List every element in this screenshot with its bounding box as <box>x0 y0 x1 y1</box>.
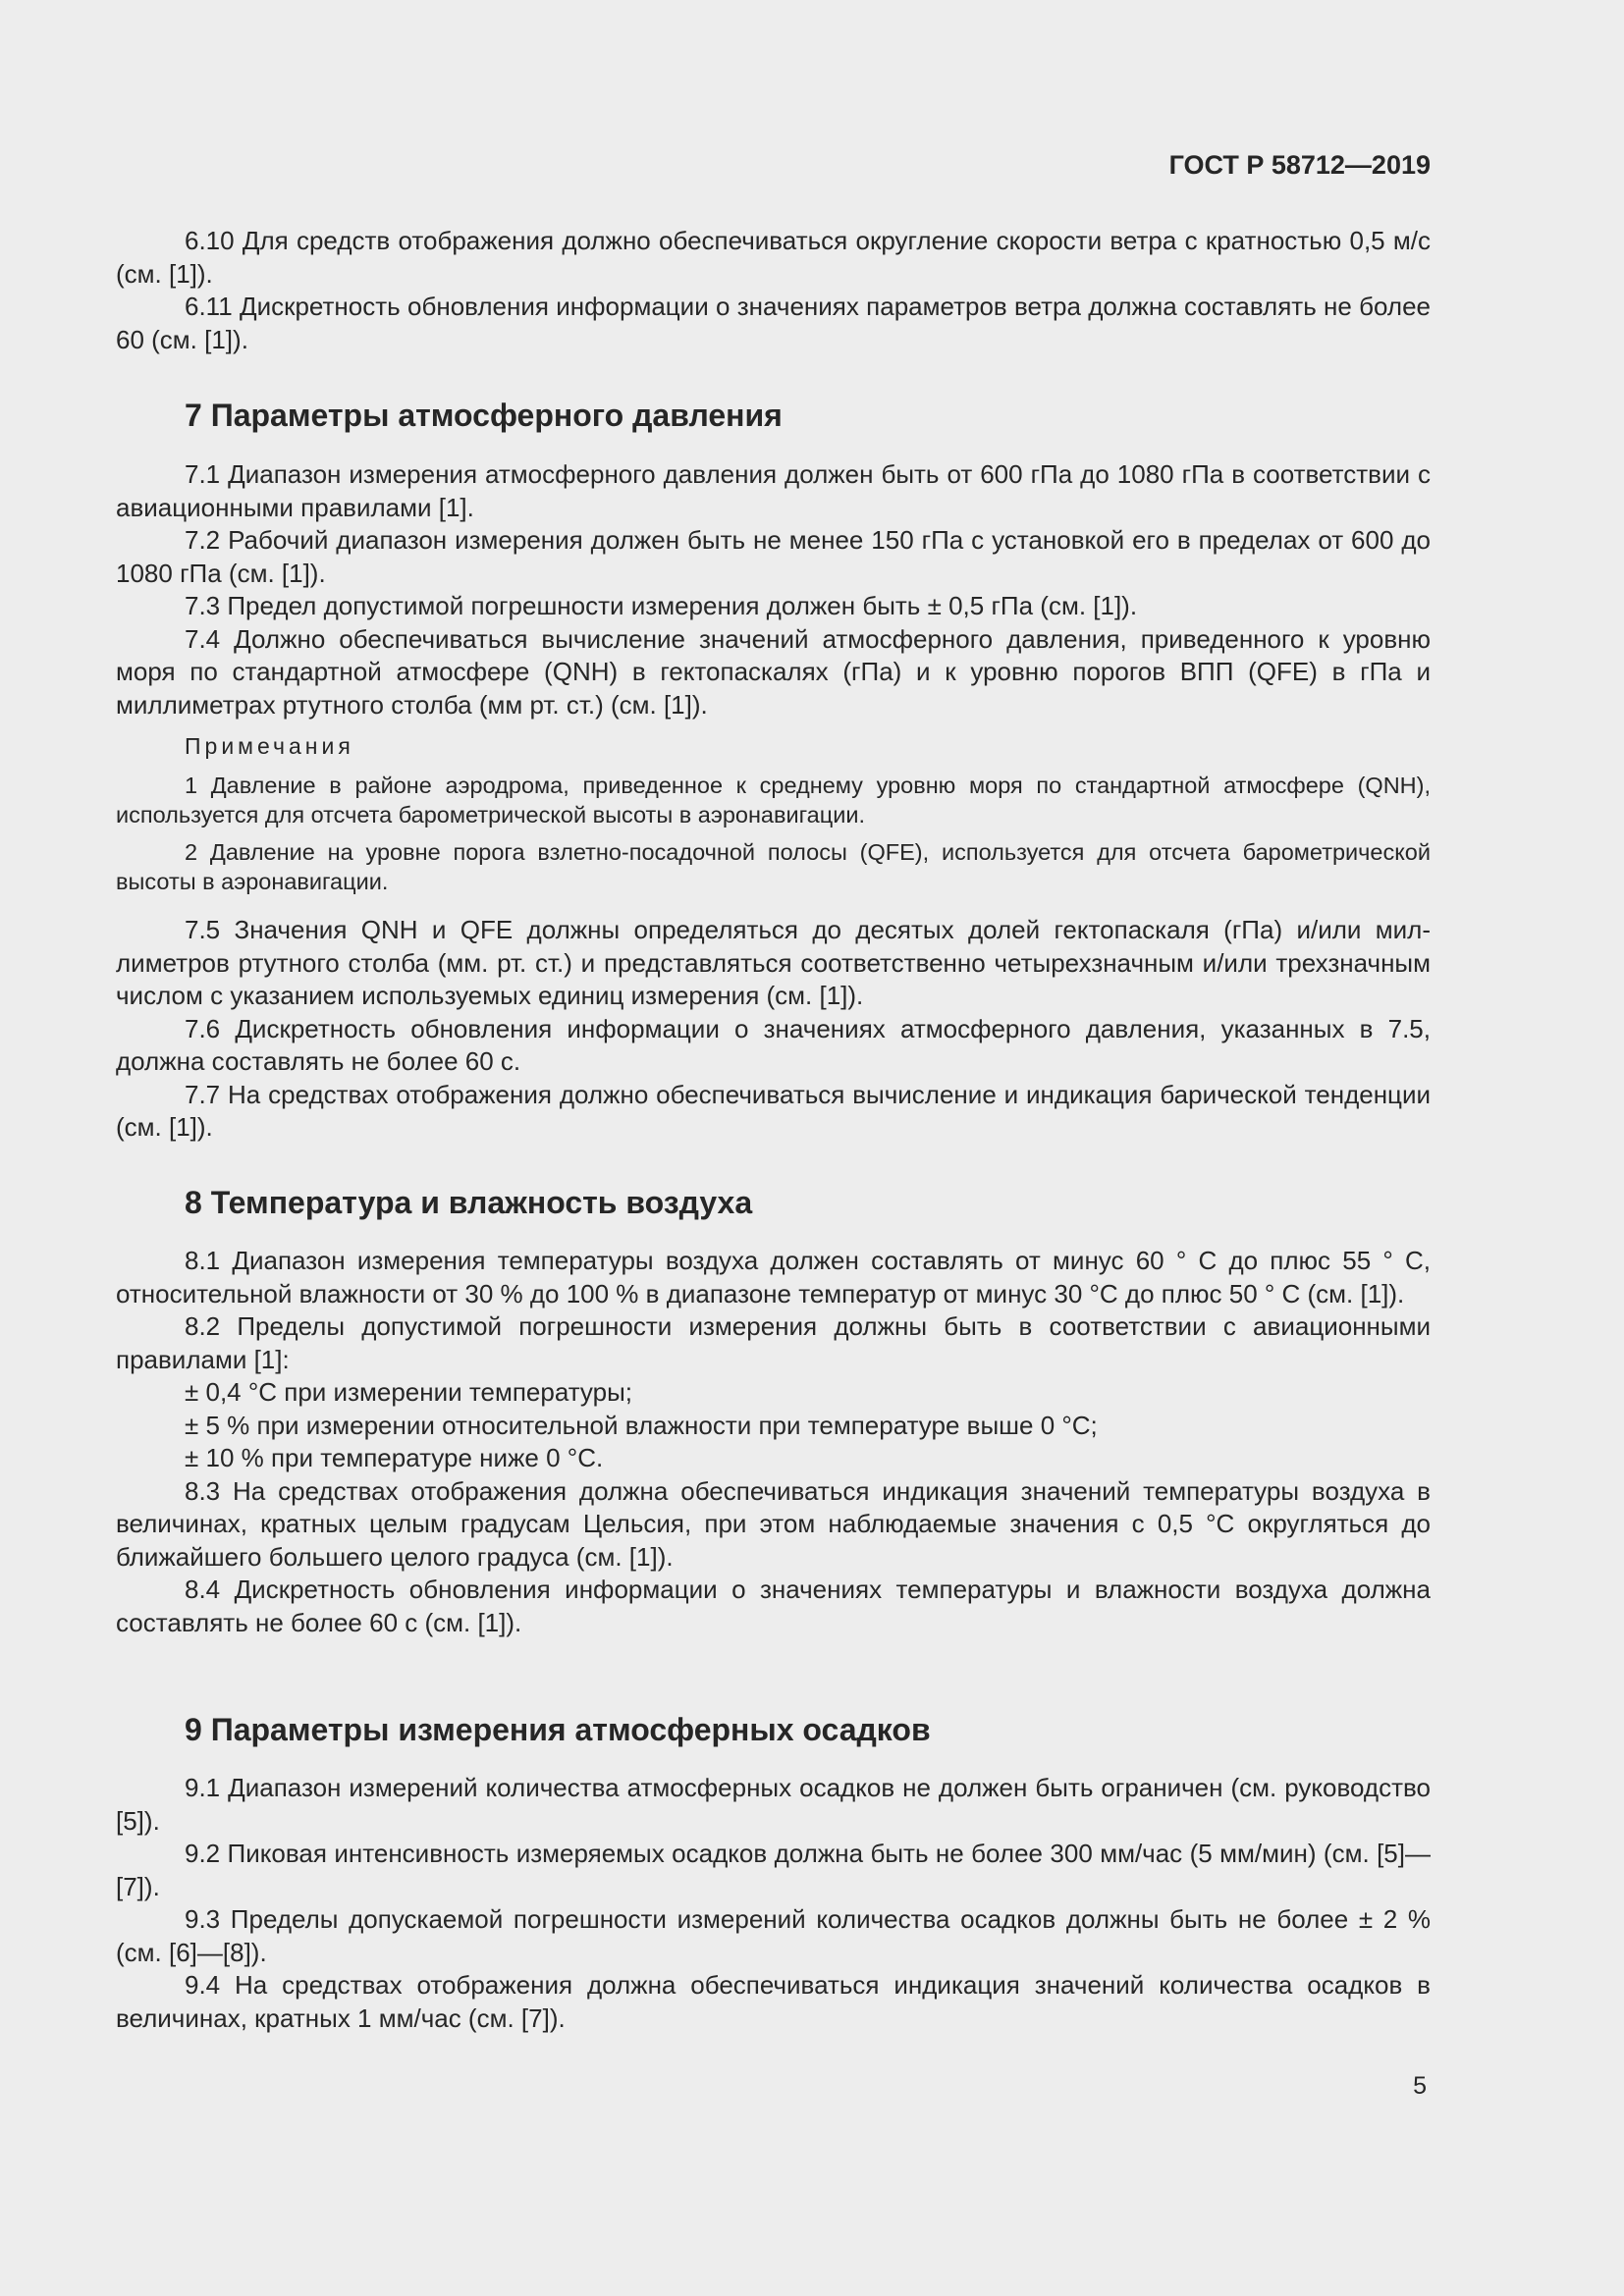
clause-7-7: 7.7 На средствах отображения должно обеспечиваться вычисление и индикация барической тенденции (см. [1]). <box>116 1079 1431 1142</box>
list-item: ± 10 % при температуре ниже 0 °С. <box>185 1443 604 1472</box>
clause-8-3: 8.3 На средствах отображения должна обеспечиваться индикация значений температуры воздуха в величинах, кратных целым градусам Цельсия, при этом наблюдаемые значения с 0,5 °С округляться до ближайшего большего целого градуса (см. [1]). <box>116 1475 1431 1572</box>
clause-8-2: 8.2 Пределы допустимой погрешности измерения должны быть в соответствии с авиационными правилами [1]: <box>116 1311 1431 1374</box>
clause-7-4: 7.4 Должно обеспечиваться вычисление значений атмосферного давления, приведенного к уровню моря по стандартной атмосфере (QNH) в гектопаскалях (гПа) и к уровню порогов ВПП (QFE) в гПа и миллиметрах ртутного столба (мм рт. ст.) (см. [1]). <box>116 623 1431 720</box>
section-8-body <box>116 1245 1431 1639</box>
clause-9-2: 9.2 Пиковая интенсивность измеряемых осадков должна быть не более 300 мм/час (5 мм/мин) (см. [5]—[7]). <box>116 1839 1431 1901</box>
note-1-block <box>116 771 1431 829</box>
note-1: 1 Давление в районе аэродрома, приведенное к среднему уровню моря по стандартной атмосфере (QNH), используется для отсчета барометрической высоты в аэронавигации. <box>116 773 1431 828</box>
clause-7-1: 7.1 Диапазон измерения атмосферного давления должен быть от 600 гПа до 1080 гПа в соответствии с авиационными правилами [1]. <box>116 459 1431 522</box>
clause-9-4: 9.4 На средствах отображения должна обеспечиваться индикация значений количества осадков в величинах, кратных 1 мм/час (см. [7]). <box>116 1970 1431 2033</box>
section-7-body-cont <box>116 914 1431 1145</box>
clause-6-11: 6.11 Дискретность обновления информации о значениях параметров ветра должна составлять не более 60 (см. [1]). <box>116 292 1431 354</box>
list-item: ± 0,4 °С при измерении температуры; <box>185 1377 632 1407</box>
section-7 <box>116 391 1431 440</box>
standard-code: ГОСТ Р 58712—2019 <box>1168 150 1431 180</box>
clause-7-5: 7.5 Значения QNH и QFE должны определяться до десятых долей гектопаскаля (гПа) и/или миллиметров ртутного столба (мм. рт. ст.) и представляться соответственно четырехзначным и/или трехзначным числом с указанием используемых единиц измерения (см. [1]). <box>116 915 1431 1010</box>
clause-6-10: 6.10 Для средств отображения должно обеспечиваться округление скорости ветра с кратностью 0,5 м/с (см. [1]). <box>116 226 1431 289</box>
clause-7-3: 7.3 Предел допустимой погрешности измерения должен быть ± 0,5 гПа (см. [1]). <box>185 591 1138 620</box>
clause-9-3: 9.3 Пределы допускаемой погрешности измерений количества осадков должны быть не более ± 2 % (см. [6]—[8]). <box>116 1904 1431 1967</box>
clause-8-4: 8.4 Дискретность обновления информации о значениях температуры и влажности воздуха должна составлять не более 60 с (см. [1]). <box>116 1575 1431 1637</box>
notes-heading: Примечания <box>185 733 354 759</box>
list-item: ± 5 % при измерении относительной влажности при температуре выше 0 °С; <box>185 1410 1098 1440</box>
page-number: 5 <box>1413 2072 1427 2100</box>
clause-8-1: 8.1 Диапазон измерения температуры воздуха должен составлять от минус 60 ° С до плюс 55 ° С, относительной влажности от 30 % до 100 % в диапазоне температур от минус 30 °С до плюс 50 ° С (см. [1]). <box>116 1246 1431 1308</box>
note-2-block <box>116 837 1431 896</box>
notes-block <box>116 731 1431 761</box>
clause-9-1: 9.1 Диапазон измерений количества атмосферных осадков не должен быть ограничен (см. руководство [5]). <box>116 1773 1431 1836</box>
clause-7-6: 7.6 Дискретность обновления информации о значениях атмосферного давления, указанных в 7.5, должна составлять не более 60 с. <box>116 1013 1431 1076</box>
section-6-tail <box>116 225 1431 356</box>
section-9 <box>116 1705 1431 1754</box>
section-9-body <box>116 1772 1431 2035</box>
note-2: 2 Давление на уровне порога взлетно-посадочной полосы (QFE), используется для отсчета барометрической высоты в аэронавигации. <box>116 839 1431 894</box>
section-7-title: 7 Параметры атмосферного давления <box>185 398 783 433</box>
section-8 <box>116 1178 1431 1227</box>
clause-7-2: 7.2 Рабочий диапазон измерения должен быть не менее 150 гПа с установкой его в пределах от 600 до 1080 гПа (см. [1]). <box>116 525 1431 588</box>
section-7-body <box>116 458 1431 721</box>
section-8-title: 8 Температура и влажность воздуха <box>185 1185 753 1220</box>
section-9-title: 9 Параметры измерения атмосферных осадков <box>185 1712 931 1747</box>
